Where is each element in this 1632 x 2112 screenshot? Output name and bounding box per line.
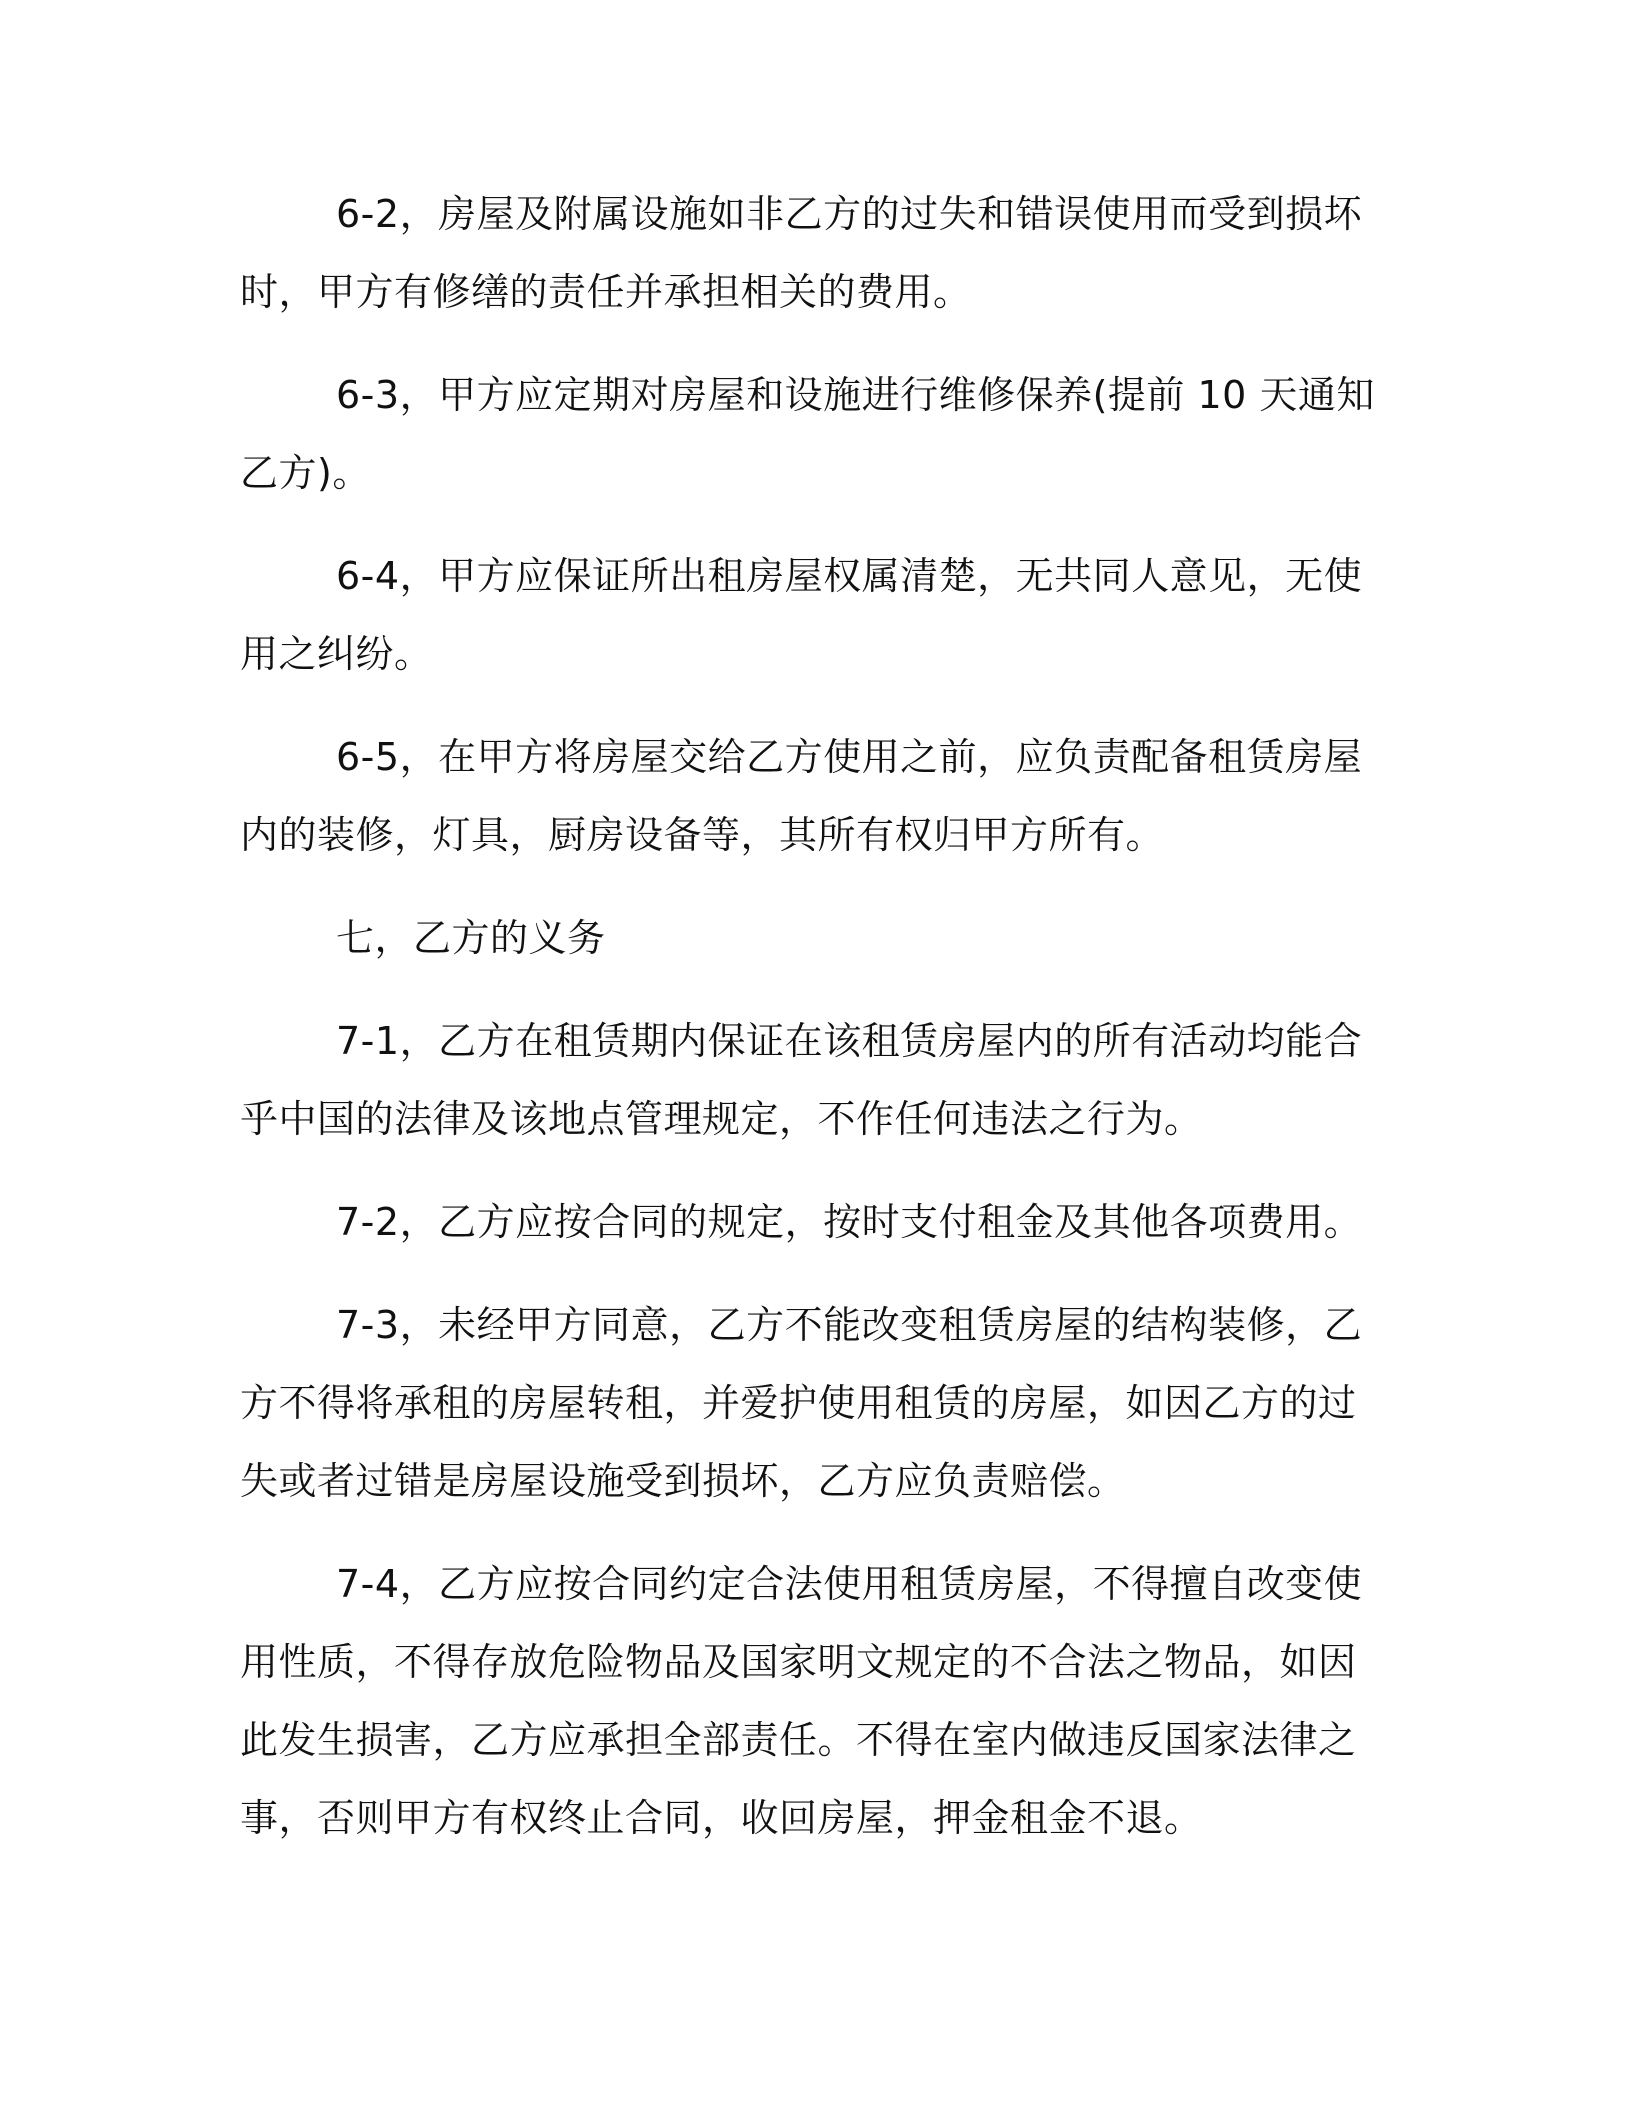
document-body (240, 175, 1380, 1882)
clause-6-3: 6-3，甲方应定期对房屋和设施进行维修保养(提前 10 天通知乙方)。 (240, 373, 1375, 495)
clause-7-2: 7-2，乙方应按合同的规定，按时支付租金及其他各项费用。 (336, 1200, 1363, 1244)
clause-7-1: 7-1，乙方在租赁期内保证在该租赁房屋内的所有活动均能合乎中国的法律及该地点管理规定，不作任何违法之行为。 (240, 1019, 1363, 1141)
clause-6-2: 6-2，房屋及附属设施如非乙方的过失和错误使用而受到损坏时，甲方有修缮的责任并承担相关的费用。 (240, 192, 1363, 314)
clause-7-4: 7-4，乙方应按合同约定合法使用租赁房屋，不得擅自改变使用性质，不得存放危险物品及国家明文规定的不合法之物品，如因此发生损害，乙方应承担全部责任。不得在室内做违反国家法律之事，否则甲方有权终止合同，收回房屋，押金租金不退。 (240, 1562, 1363, 1840)
section-heading-seven: 七，乙方的义务 (336, 916, 606, 960)
clause-6-4: 6-4，甲方应保证所出租房屋权属清楚，无共同人意见，无使用之纠纷。 (240, 554, 1363, 676)
clause-6-5: 6-5，在甲方将房屋交给乙方使用之前，应负责配备租赁房屋内的装修，灯具，厨房设备等，其所有权归甲方所有。 (240, 735, 1363, 857)
clause-7-3: 7-3，未经甲方同意，乙方不能改变租赁房屋的结构装修，乙方不得将承租的房屋转租，并爱护使用租赁的房屋，如因乙方的过失或者过错是房屋设施受到损坏，乙方应负责赔偿。 (240, 1303, 1363, 1503)
